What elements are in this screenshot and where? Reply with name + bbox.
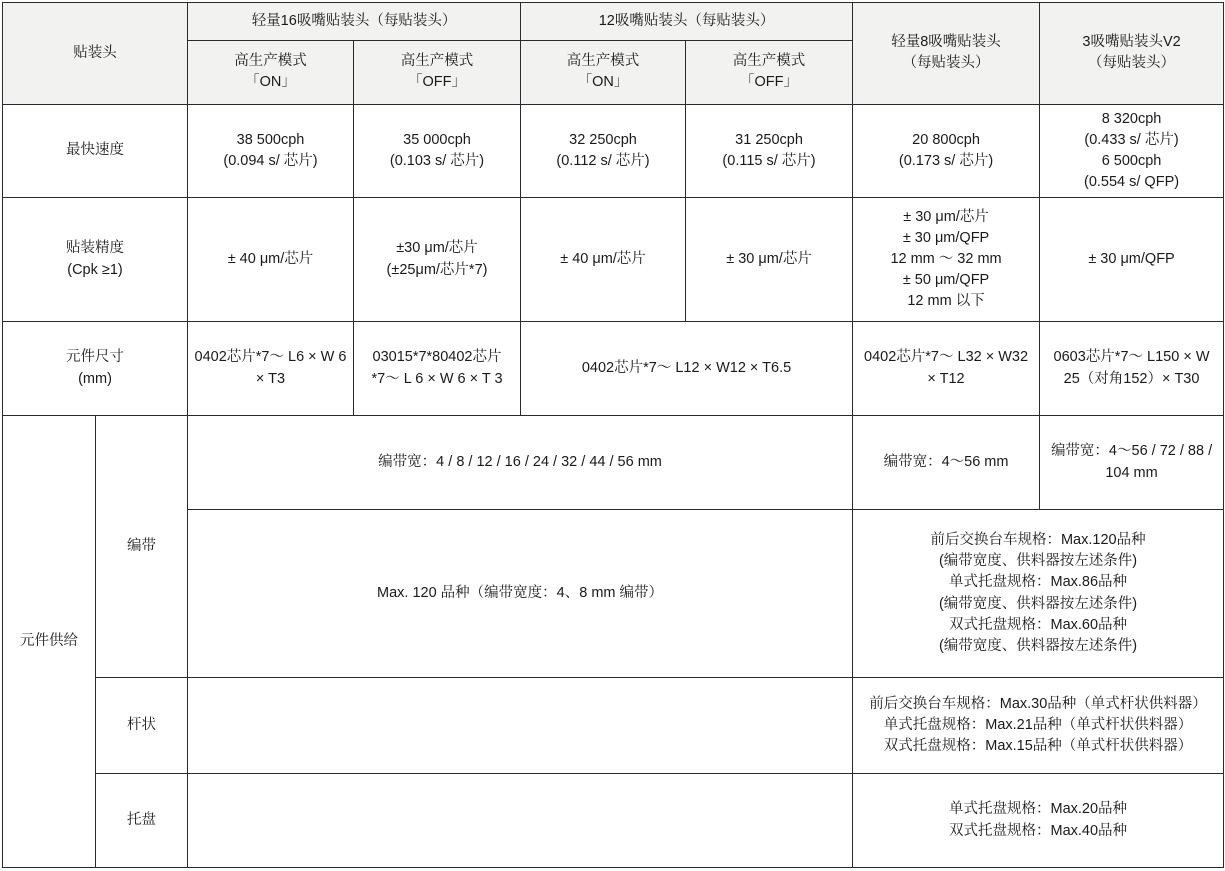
speed-8nozzle — [853, 104, 1040, 197]
speed-12-off-line2: (0.115 s/ 芯片) — [722, 152, 816, 169]
row-max-speed — [3, 104, 1224, 197]
speed-12-on-line1: 32 250cph — [569, 131, 637, 148]
placement-head-spec-table — [2, 2, 1224, 868]
header-mode-16-on — [188, 40, 354, 104]
speed-12-off-line1: 31 250cph — [735, 131, 803, 148]
supply-tray-main — [188, 774, 853, 868]
speed-16-on-line2: (0.094 s/ 芯片) — [223, 152, 318, 169]
speed-16-off-line1: 35 000cph — [403, 131, 471, 148]
speed-3nozzle-line1: 8 320cph — [1101, 110, 1162, 127]
header-mode-16-on-line2: 「ON」 — [245, 74, 296, 91]
accuracy-8nozzle-line2: ± 30 μm/QFP — [902, 229, 990, 246]
accuracy-16-off — [354, 198, 521, 322]
accuracy-3nozzle: ± 30 μm/QFP — [1040, 198, 1224, 322]
supply-tape-width-3nozzle: 编带宽：4〜56 / 72 / 88 / 104 mm — [1040, 416, 1224, 510]
header-group-3nozzle-line2: （每贴装头） — [1088, 55, 1176, 72]
row-label-accuracy-line1: 贴装精度 — [66, 240, 124, 257]
supply-tape-width-8nozzle: 编带宽：4〜56 mm — [853, 416, 1040, 510]
speed-3nozzle — [1040, 104, 1224, 197]
row-label-supply-stick: 杆状 — [96, 678, 188, 774]
header-mode-12-on-line2: 「ON」 — [577, 74, 629, 91]
header-row-1 — [3, 3, 1224, 41]
speed-16-on-line1: 38 500cph — [236, 131, 305, 148]
size-3nozzle: 0603芯片*7〜 L150 × W 25（对角152）× T30 — [1040, 322, 1224, 416]
row-label-component-size-line2: (mm) — [78, 370, 112, 387]
supply-stick-right-line1: 前后交换台车规格：Max.30品种（单式杆状供料器） — [869, 695, 1207, 712]
row-supply-stick — [3, 678, 1224, 774]
speed-12-on — [521, 104, 686, 197]
size-12nozzle: 0402芯片*7〜 L12 × W12 × T6.5 — [521, 322, 853, 416]
speed-3nozzle-line3: 6 500cph — [1101, 152, 1162, 169]
size-16-off: 03015*7*80402芯片*7〜 L 6 × W 6 × T 3 — [354, 322, 521, 416]
supply-tape-types-right-line5: 双式托盘规格：Max.60品种 — [949, 616, 1128, 633]
row-label-accuracy-line2: (Cpk ≥1) — [67, 261, 123, 278]
header-mode-16-off-line1: 高生产模式 — [400, 53, 474, 70]
speed-16-on — [188, 104, 354, 197]
header-group-12nozzle: 12吸嘴贴装头（每贴装头） — [521, 3, 853, 41]
accuracy-8nozzle-line4: ± 50 μm/QFP — [902, 272, 990, 288]
header-group-16nozzle: 轻量16吸嘴贴装头（每贴装头） — [188, 3, 521, 41]
supply-tape-types-right-line3: 单式托盘规格：Max.86品种 — [949, 574, 1128, 591]
accuracy-12-on: ± 40 μm/芯片 — [521, 198, 686, 322]
header-mode-12-on — [521, 40, 686, 104]
supply-tray-right-line2: 双式托盘规格：Max.40品种 — [949, 822, 1128, 839]
supply-tape-types-right-line6: (编带宽度、供料器按左述条件) — [938, 637, 1138, 654]
supply-stick-main — [188, 678, 853, 774]
supply-tape-types-main: Max. 120 品种（编带宽度：4、8 mm 编带） — [188, 510, 853, 678]
header-mode-12-off-line2: 「OFF」 — [740, 74, 799, 91]
row-label-component-size-line1: 元件尺寸 — [66, 349, 124, 366]
speed-3nozzle-line2: (0.433 s/ 芯片) — [1084, 131, 1179, 148]
speed-12-on-line2: (0.112 s/ 芯片) — [556, 152, 650, 169]
speed-12-off — [686, 104, 853, 197]
supply-tape-types-right-line1: 前后交换台车规格：Max.120品种 — [930, 532, 1146, 549]
supply-stick-right-line2: 单式托盘规格：Max.21品种（单式杆状供料器） — [883, 716, 1193, 733]
supply-tape-types-right-line4: (编带宽度、供料器按左述条件) — [938, 595, 1138, 612]
header-group-3nozzle-v2 — [1040, 3, 1224, 105]
row-component-size — [3, 322, 1224, 416]
header-mode-12-on-line1: 高生产模式 — [566, 53, 640, 70]
row-label-component-supply: 元件供给 — [3, 416, 96, 868]
supply-tape-types-right-line2: (编带宽度、供料器按左述条件) — [938, 553, 1138, 570]
speed-3nozzle-line4: (0.554 s/ QFP) — [1083, 173, 1180, 190]
header-mode-12-off — [686, 40, 853, 104]
supply-tape-width-main: 编带宽：4 / 8 / 12 / 16 / 24 / 32 / 44 / 56 mm — [188, 416, 853, 510]
supply-tape-types-right — [853, 510, 1224, 678]
row-label-max-speed: 最快速度 — [3, 104, 188, 197]
speed-16-off-line2: (0.103 s/ 芯片) — [389, 152, 485, 169]
supply-stick-right — [853, 678, 1224, 774]
accuracy-8nozzle-line3: 12 mm 〜 32 mm — [890, 250, 1002, 267]
accuracy-16-on: ± 40 μm/芯片 — [188, 198, 354, 322]
accuracy-16-off-line1: ±30 μm/芯片 — [396, 240, 478, 257]
header-group-8nozzle-line1: 轻量8吸嘴贴装头 — [891, 34, 1001, 51]
supply-tray-right-line1: 单式托盘规格：Max.20品种 — [949, 801, 1128, 818]
row-label-accuracy — [3, 198, 188, 322]
header-mode-12-off-line1: 高生产模式 — [732, 53, 806, 70]
speed-16-off — [354, 104, 521, 197]
header-group-3nozzle-line1: 3吸嘴贴装头V2 — [1082, 34, 1181, 51]
accuracy-8nozzle-line1: ± 30 μm/芯片 — [903, 208, 989, 225]
row-supply-tape-width — [3, 416, 1224, 510]
header-mode-16-off-line2: 「OFF」 — [408, 74, 466, 91]
row-label-supply-tray: 托盘 — [96, 774, 188, 868]
header-mode-16-on-line1: 高生产模式 — [234, 53, 307, 70]
accuracy-16-off-line2: (±25μm/芯片*7) — [386, 261, 488, 278]
row-label-component-size — [3, 322, 188, 416]
accuracy-8nozzle — [853, 198, 1040, 322]
supply-tray-right — [853, 774, 1224, 868]
speed-8nozzle-line1: 20 800cph — [912, 131, 980, 148]
accuracy-12-off: ± 30 μm/芯片 — [686, 198, 853, 322]
supply-stick-right-line3: 双式托盘规格：Max.15品种（单式杆状供料器） — [883, 738, 1193, 754]
row-placement-accuracy — [3, 198, 1224, 322]
size-8nozzle: 0402芯片*7〜 L32 × W32 × T12 — [853, 322, 1040, 416]
header-corner-label: 贴装头 — [3, 3, 188, 105]
header-group-8nozzle — [853, 3, 1040, 105]
header-mode-16-off — [354, 40, 521, 104]
row-label-supply-tape: 编带 — [96, 416, 188, 678]
header-group-8nozzle-line2: （每贴装头） — [902, 55, 990, 72]
size-16-on: 0402芯片*7〜 L6 × W 6 × T3 — [188, 322, 354, 416]
accuracy-8nozzle-line5: 12 mm 以下 — [907, 293, 985, 310]
speed-8nozzle-line2: (0.173 s/ 芯片) — [898, 152, 994, 169]
row-supply-tray — [3, 774, 1224, 868]
